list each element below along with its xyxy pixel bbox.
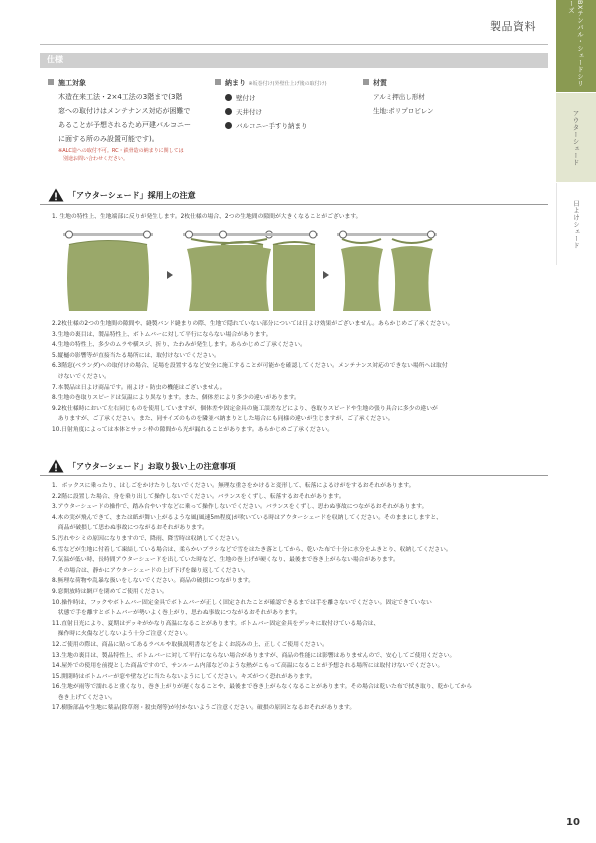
list-item: 7.本製品は日よけ商品です。雨よけ・防虫の機能はございません。 — [52, 384, 226, 391]
list-item: その場合は、静かにアウターシェードの上げ下げを繰り返してください。 — [52, 567, 249, 574]
caution-adoption-heading: 「アウターシェード」採用上の注意 — [40, 187, 548, 205]
spec-mount-column — [215, 76, 365, 133]
caution-handling-heading: 「アウターシェード」お取り扱い上の注意事項 — [40, 458, 548, 476]
side-tab-bx-series[interactable] — [556, 0, 596, 92]
list-item: 7.気温が低い時、長時間アウターシェードを出していた時など、生地の巻上げが硬くなり、最後まで巻き上がらない場合があります。 — [52, 557, 399, 564]
list-item: 商品が破損して思わぬ事故につながるおそれがあります。 — [52, 525, 208, 532]
bullet-dot-icon — [225, 94, 232, 101]
spec-material-heading: 材質 — [363, 76, 483, 90]
side-tab-label: BXテンパル・シェードシリーズ — [567, 0, 584, 87]
spec-target-column — [48, 76, 208, 163]
side-tab-label: アウターシェード — [571, 109, 580, 166]
list-item: 8.無理な荷物や乱暴な扱いをしないでください。商品の破損につながります。 — [52, 578, 255, 585]
shade-gap-diagram-panels — [55, 227, 555, 315]
list-item: 14.屋外での使用を前提とした商品ですので、サンルーム内部などのような熱がこもって高温になることが予想される場所には取付けないでください。 — [52, 663, 444, 670]
list-item: 9.窓開放時は網戸を閉めてご使用ください。 — [52, 588, 168, 595]
list-item: 13.生地の裏目は、製品特性上、ボトムバーに対して平行にならない場合がありますが、商品の性能には影響はありませんので、安心してご使用ください。 — [52, 652, 456, 659]
list-item: 6.雪などが生地に付着して凍結している場合は、柔らかいブラシなどで雪をはたき落としてから、乾いた布で十分に水分をふきとり、収納してください。 — [52, 546, 452, 553]
list-item: 操作時に火傷などしないよう十分ご注意ください。 — [52, 631, 192, 638]
spec-material-list: アルミ押出し形材 生地:ポリプロピレン — [373, 93, 434, 115]
list-item: 2.2枚仕様の2つの生地間の隙間や、縫製バンド縫まりの際、生地で隠れていない部分については日よけ効果がございません。あらかじめご了承ください。 — [52, 321, 454, 327]
list-item: 10.操作時は、フックやボトムバー固定金具でボトムバーが正しく固定されたことが確認できるまでは手を離さないでください。固定できていない — [52, 599, 432, 606]
list-item: 状態で手を離すとボトムバーが勢いよく巻上がり、思わぬ事故につながるおそれがあります。 — [52, 610, 301, 617]
spec-mount-list — [215, 91, 365, 133]
spec-target-note: ※ALC造への取付不可。RC・鉄骨造の納まりに関しては 別途お問い合わせください。 — [58, 148, 184, 162]
list-item: 1．ボックスに乗ったり、はしごをかけたりしないでください。無理な重さをかけると変形して、転落によるけがをするおそれがあります。 — [52, 483, 415, 489]
list-item: 11.直射日光により、夏期はデッキがかなり高温になることがあります。ボトムバー固定金具をデッキに取付けている場合は、 — [52, 620, 380, 627]
spec-material-column — [363, 76, 483, 118]
list-item: 4.生地の特性上、多少のムラや横スジ、折り、たわみが発生します。あらかじめご了承ください。 — [52, 342, 306, 349]
list-item: バルコニー手すり納まり — [225, 119, 365, 133]
bullet-dot-icon — [225, 108, 232, 115]
list-item: 5.汚れやシミの原因になりますので、降雨、降雪時は収納してください。 — [52, 535, 243, 542]
list-item: 2.2階に設置した場合、身を乗り出して操作しないでください。バランスをくずし、転落するおそれがあります。 — [52, 493, 345, 500]
list-item: ありますが、ご了承ください。また、同サイズのものを隣並べ納まりとした場合にも同様の違いが生じますが、ご了承ください。 — [52, 416, 394, 423]
page-title: 製品資料 — [490, 20, 536, 33]
page-number: 10 — [566, 817, 580, 828]
list-item: 壁付け — [225, 91, 365, 105]
list-item: 6.3階窓(ベランダ)への取付けの場合、足場を設置するなど安全に施工することが可能かを確認してください。メンテナンス対応のできない場所へは取付 — [52, 363, 448, 370]
spec-mount-heading: 納まり ※坂巻付け(外壁仕上げ後の取付け) — [215, 76, 365, 91]
list-item: 9.2枚仕様時において左右同じものを使用していますが、個体差や固定金具の施工誤差などにより、巻取りスピードや生地の張り具合に多少の違いが — [52, 405, 438, 412]
square-bullet-icon — [48, 79, 54, 85]
list-item: 巻き上げてください。 — [52, 694, 116, 701]
list-item: 天井付け — [225, 105, 365, 119]
warning-icon — [48, 188, 64, 202]
caution-adoption-notes — [52, 319, 552, 436]
spec-target-heading: 施工対象 — [48, 76, 208, 90]
bullet-dot-icon — [225, 122, 232, 129]
caution-handling-notes — [52, 481, 552, 714]
caution-adoption-intro: 1. 生地の特性上、生地端部に反りが発生します。2枚仕様の場合、2つの生地間の隙間が大きくなることがございます。 — [52, 214, 362, 220]
list-item: 5.縦樋の影響等が直接当たる場所には、取付けないでください。 — [52, 352, 220, 359]
spec-section-bar — [40, 53, 548, 68]
list-item: 16.生地が雨等で濡れると重くなり、巻き上がりが遅くなることや、最後まで巻き上がらなくなることがあります。その場合は乾いた布で拭き取り、乾かしてから — [52, 684, 473, 691]
side-tab-sun-shade[interactable] — [556, 183, 596, 265]
list-item: 12.ご使用の際は、商品に貼ってあるラベルや取扱説明書などをよくお読みの上、正しくご使用ください。 — [52, 641, 328, 648]
list-item: けないでください。 — [52, 373, 110, 380]
spec-target-text: 木造在来工法・2×4工法の3階まで(3階 窓への取付けはメンテナンス対応が困難で あることが予想されるため戸建バルコニー に面する所のみ設置可能です)。 — [58, 93, 191, 143]
side-tab-outer-shade[interactable] — [556, 93, 596, 182]
list-item: 17.樹脂部品や生地に薬品(除草剤・殺虫剤等)が付かないようご注意ください。破損の原因となるおそれがあります。 — [52, 705, 356, 712]
list-item: 8.生地の巻取りスピードは気温により異なります。また、個体差により多少の違いがあります。 — [52, 395, 300, 402]
list-item: 4.木の実が飛んできて、または紙が舞い上がるような風(風速5m程度)が吹いている時はアウターシェードを収納してください。そのままにしますと、 — [52, 514, 442, 521]
list-item: 3.生地の裏目は、製品特性上、ボトムバーに対して平行にならない場合があります。 — [52, 331, 272, 338]
side-tab-label: 日よけシェード — [572, 199, 580, 249]
diagram-two-panels-curled — [337, 231, 437, 311]
title-divider — [40, 44, 548, 45]
list-item: 10.日射角度によっては本体とサッシ枠の隙間から光が漏れることがあります。あらかじめご了承ください。 — [52, 426, 334, 433]
list-item: 15.開閉時はボトムバーが窓や壁などに当たらないようにしてください。キズがつく恐れがあります。 — [52, 673, 316, 680]
spec-section-label: 仕様 — [47, 55, 63, 64]
square-bullet-icon — [363, 79, 369, 85]
list-item: 3.アウターシェードの操作で、踏み台やいすなどに乗って操作しないでください。バランスをくずし、思わぬ事故につながるおそれがあります。 — [52, 504, 428, 511]
warning-icon — [48, 459, 64, 473]
diagram-two-panels-straight — [218, 231, 318, 311]
square-bullet-icon — [215, 79, 221, 85]
